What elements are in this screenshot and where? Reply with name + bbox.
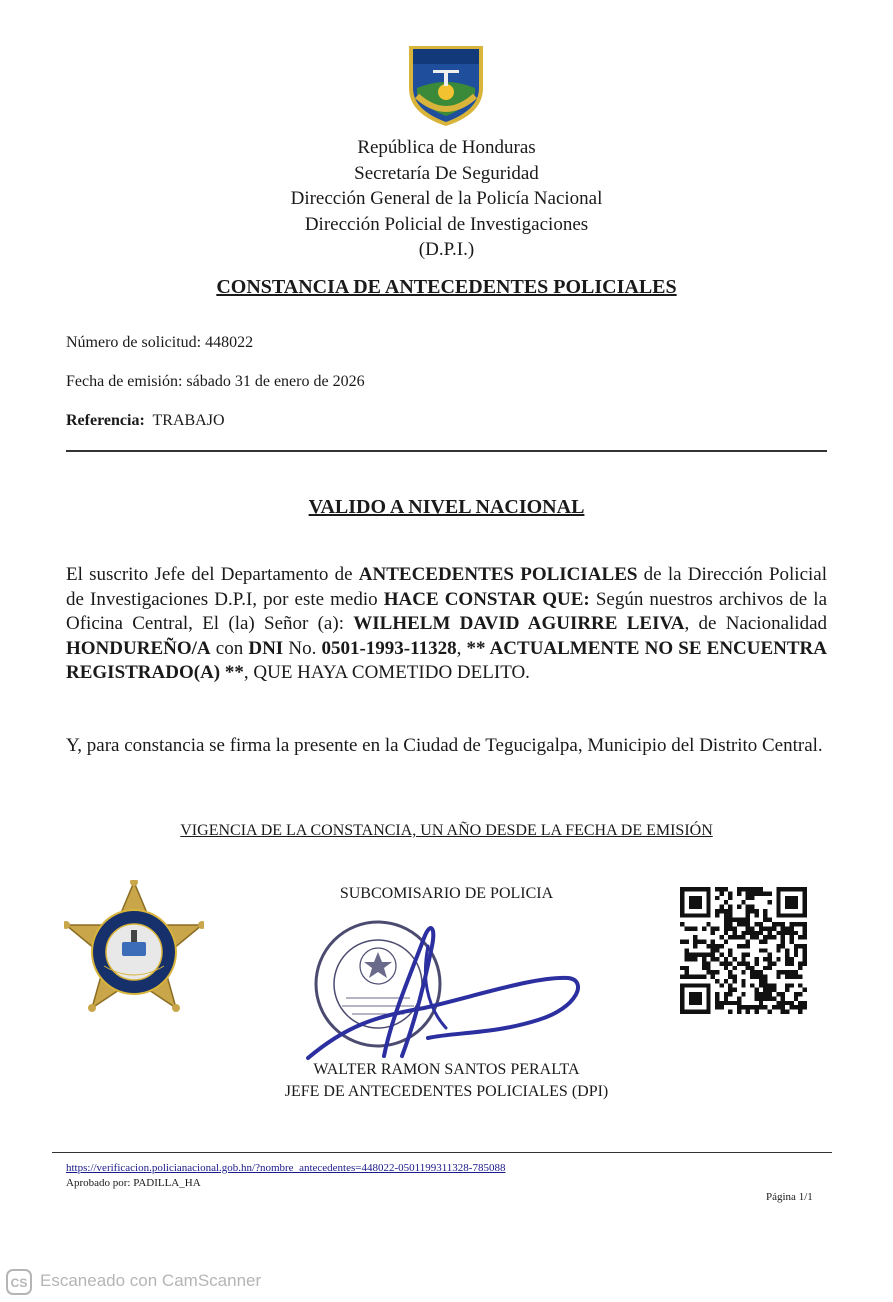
request-number-field [66,334,253,352]
signing-paragraph: Y, para constancia se firma la presente en la Ciudad de Tegucigalpa, Municipio del Distrito Central. [66,735,823,756]
body-text: con [210,637,249,659]
footer-divider [52,1152,832,1153]
divider [66,450,827,452]
signer-rank: SUBCOMISARIO DE POLICIA [339,885,554,902]
body-text: Según nuestros archivos de la Oficina Central, El (la) Señor (a): [66,588,828,634]
header-line-acronym: (D.P.I.) [418,239,475,260]
nationality: HONDUREÑO/A [66,637,211,659]
reference-value: TRABAJO [152,412,225,429]
official-seal-and-signature [306,916,596,1066]
dni-number: 0501-1993-11328 [321,637,457,659]
header-line-country: República de Honduras [357,137,536,158]
header-line-dpi: Dirección Policial de Investigaciones [304,213,589,235]
verification-qr-code[interactable] [680,887,807,1014]
body-text: , QUE HAYA COMETIDO DELITO. [243,662,530,683]
header-line-direction: Dirección General de la Policía Nacional [290,188,603,209]
body-text: , de Nacionalidad [684,613,827,634]
issue-date-value: sábado 31 de enero de 2026 [186,373,365,390]
camscanner-logo-text: CS [10,1276,28,1290]
person-name: WILHELM DAVID AGUIRRE LEIVA [353,613,685,634]
police-emblem-logo [403,36,489,128]
reference-field [66,412,225,430]
issue-date-field [66,373,365,391]
validity-period-note: VIGENCIA DE LA CONSTANCIA, UN AÑO DESDE LA FECHA DE EMISIÓN [180,822,713,839]
telematics-star-badge [64,880,204,1038]
record-status: ** ACTUALMENTE NO SE ENCUENTRA REGISTRADO(A) ** [66,637,828,683]
document-title: CONSTANCIA DE ANTECEDENTES POLICIALES [216,276,677,298]
body-text: , [456,637,467,659]
camscanner-logo-icon [6,1269,32,1295]
body-text: No. [283,637,322,659]
request-number-value: 448022 [205,334,254,351]
institution-header [0,135,893,263]
certify-phrase: HACE CONSTAR QUE: [383,588,590,610]
camscanner-watermark: Escaneado con CamScanner [40,1271,262,1290]
body-text: de la Dirección Policial de Investigaciones D.P.I, por este medio [66,564,827,610]
body-text: El suscrito Jefe del Departamento de [66,564,359,585]
request-number-label: Número de solicitud: [66,334,202,351]
verification-link[interactable]: https://verificacion.policianacional.gob.hn/?nombre_antecedentes=448022-0501199311328-785088 [66,1162,506,1174]
issue-date-label: Fecha de emisión: [66,373,183,390]
signer-role: JEFE DE ANTECEDENTES POLICIALES (DPI) [284,1083,609,1100]
signer-name: WALTER RAMON SANTOS PERALTA [313,1061,580,1078]
dni-label: DNI [248,637,284,659]
header-line-ministry: Secretaría De Seguridad [354,162,539,184]
approved-by: Aprobado por: PADILLA_HA [66,1177,201,1189]
certification-paragraph [66,563,827,686]
department-name: ANTECEDENTES POLICIALES [358,564,638,585]
page-number: Página 1/1 [766,1191,813,1203]
reference-label: Referencia: [66,412,145,429]
validity-heading: VALIDO A NIVEL NACIONAL [308,496,585,518]
